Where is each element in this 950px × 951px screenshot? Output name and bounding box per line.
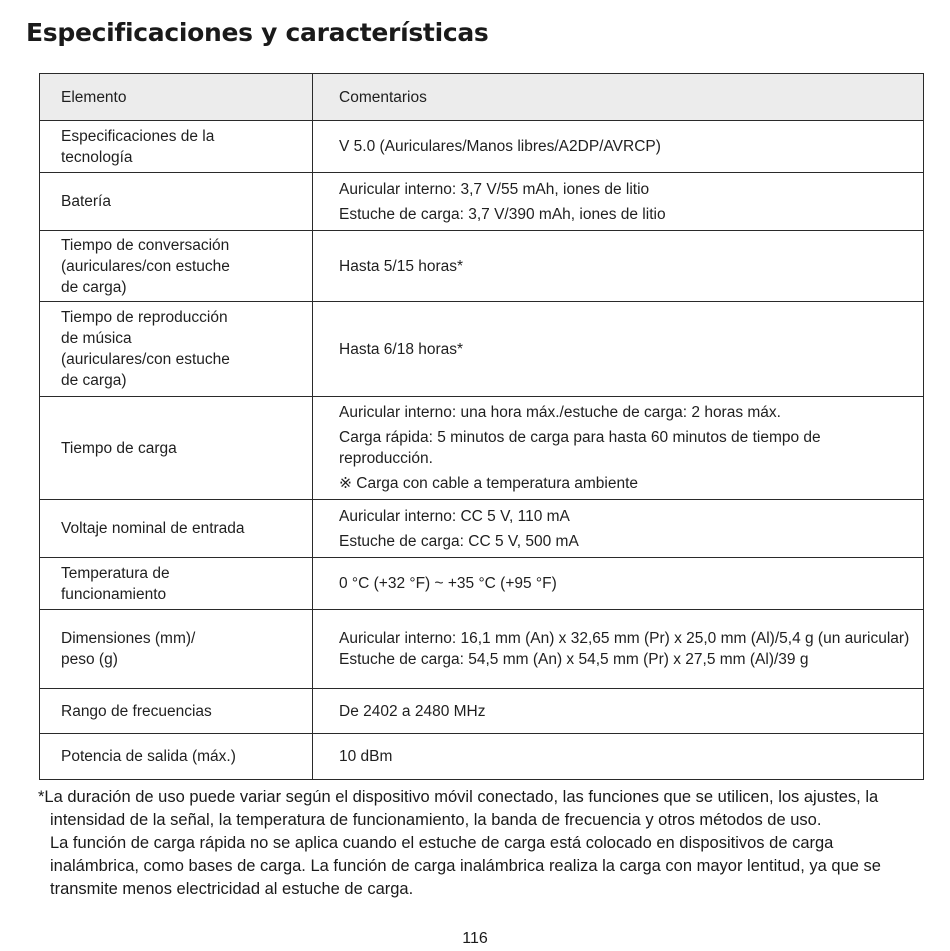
row-item-text: (auriculares/con estuche [61,351,230,368]
row-item-text: Batería [61,193,111,210]
row-comment-text: Auricular interno: una hora máx./estuche de carga: 2 horas máx. [339,404,781,421]
specifications-table [39,73,924,780]
table-row [40,689,924,734]
table-row [40,734,924,780]
table-row [40,610,924,689]
row-item-text: Dimensiones (mm)/ [61,630,196,647]
row-item-cell [40,121,313,173]
row-item-cell [40,173,313,231]
row-comment-text: Hasta 6/18 horas* [339,340,464,358]
row-item-cell [40,610,313,689]
row-item-text: funcionamiento [61,585,167,603]
row-comment-cell [313,173,924,231]
row-item-text: Tiempo de carga [61,439,177,457]
row-comment-cell [313,689,924,734]
footnote-fast-charging: La función de carga rápida no se aplica cuando el estuche de carga está colocado en dispositivos de carga inalámbrica, como bases de carga. La función de carga inalámbrica realiza la carga con mayor lentitud, ya que se transmite menos electricidad al estuche de carga. [50,834,881,898]
row-comment-text: Hasta 5/15 horas* [339,257,464,275]
row-comment-cell [313,558,924,610]
row-item-text: (auriculares/con estuche [61,257,230,275]
row-item-text: Rango de frecuencias [61,702,212,720]
row-item-cell [40,558,313,610]
row-item-cell [40,231,313,302]
row-comment-cell [313,121,924,173]
row-item-text: tecnología [61,148,133,166]
row-item-cell [40,302,313,397]
table-header-row [40,74,924,121]
row-comment-cell [313,397,924,500]
footnote-usage-duration: *La duración de uso puede variar según el dispositivo móvil conectado, las funciones que se utilicen, los ajustes, la intensidad de la señal, la temperatura de funcionamiento, la banda de frecuencia y otros métodos de uso. [38,788,879,829]
footnote-block [38,786,918,901]
column-header-element: Elemento [40,74,313,121]
table-row [40,302,924,397]
row-comment-text: Estuche de carga: 54,5 mm (An) x 54,5 mm (Pr) x 27,5 mm (Al)/39 g [339,651,809,668]
row-comment-text: Estuche de carga: 3,7 V/390 mAh, iones de litio [339,205,666,223]
row-comment-text: 0 °C (+32 °F) ~ +35 °C (+95 °F) [339,575,557,592]
page-title: Especificaciones y características [26,18,489,47]
row-comment-text: V 5.0 (Auriculares/Manos libres/A2DP/AVRCP) [339,138,661,155]
row-comment-cell [313,302,924,397]
table-row [40,173,924,231]
table-row [40,231,924,302]
table-row [40,500,924,558]
row-item-text: Especificaciones de la [61,127,215,145]
row-item-text: de carga) [61,372,127,389]
row-comment-cell [313,500,924,558]
row-comment-text: Auricular interno: 3,7 V/55 mAh, iones de litio [339,180,650,198]
row-item-cell [40,397,313,500]
row-comment-text: Estuche de carga: CC 5 V, 500 mA [339,532,579,550]
table-row [40,121,924,173]
table-row [40,558,924,610]
row-item-text: Tiempo de reproducción [61,309,228,326]
row-comment-text: Auricular interno: 16,1 mm (An) x 32,65 mm (Pr) x 25,0 mm (Al)/5,4 g (un auricular) [339,630,910,647]
row-item-text: de carga) [61,278,127,296]
row-item-cell [40,689,313,734]
page-number: 116 [462,930,488,947]
row-comment-text: De 2402 a 2480 MHz [339,702,486,720]
row-comment-cell [313,231,924,302]
row-item-text: Tiempo de conversación [61,236,230,254]
column-header-comments: Comentarios [313,74,924,121]
row-item-text: Potencia de salida (máx.) [61,748,236,765]
row-item-cell [40,500,313,558]
row-item-text: Temperatura de [61,564,170,582]
row-item-text: Voltaje nominal de entrada [61,520,245,537]
row-item-cell [40,734,313,780]
row-comment-text: ※ Carga con cable a temperatura ambiente [339,475,639,492]
row-item-text: peso (g) [61,651,118,668]
row-comment-text: Auricular interno: CC 5 V, 110 mA [339,507,570,525]
row-comment-cell [313,734,924,780]
row-comment-text: Carga rápida: 5 minutos de carga para hasta 60 minutos de tiempo de reproducción. [339,429,821,467]
table-row [40,397,924,500]
row-comment-text: 10 dBm [339,748,393,765]
row-comment-cell [313,610,924,689]
row-item-text: de música [61,330,132,347]
